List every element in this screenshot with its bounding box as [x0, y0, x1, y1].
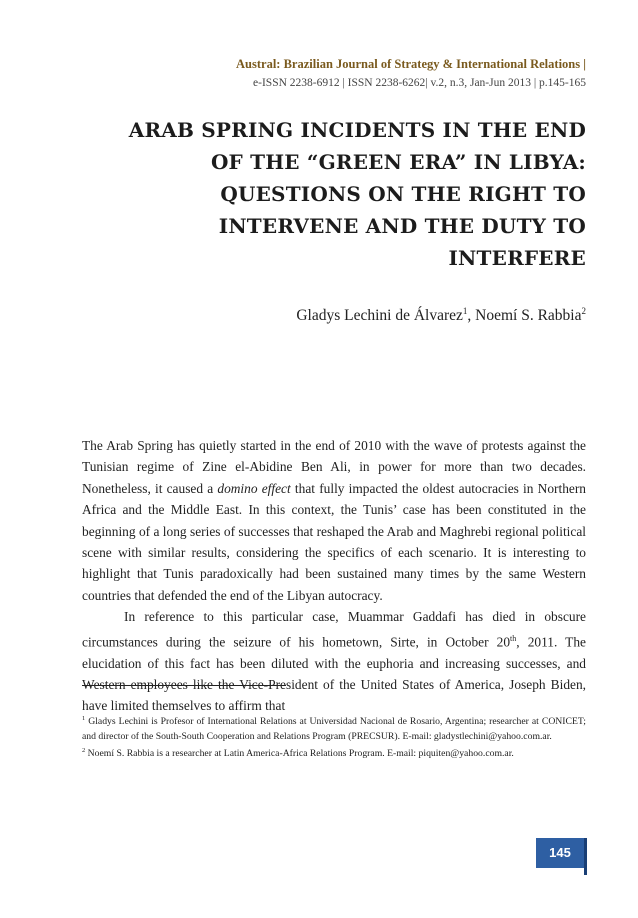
emphasis: domino effect — [217, 480, 291, 496]
paragraph — [82, 435, 586, 606]
issn-line: e-ISSN 2238-6912 | ISSN 2238-6262| v.2, n.3, Jan-Jun 2013 | p.145-165 — [253, 77, 586, 89]
text-run: that fully impacted the oldest autocracies in Northern Africa and the Middle East. In this context, the Tunis’ case has been constituted in the beginning of a long series of successes that reshaped the Arab and Maghrebi regional political scene with similar results, considering the specifics of each scenario. It is interesting to highlight that Tunis paradoxically had been sustained many times by the same Western countries that defended the end of the Libyan autocracy. — [82, 480, 587, 603]
title-line: ARAB SPRING INCIDENTS IN THE END — [128, 118, 586, 142]
text-run: , 2011. The elucidation of this fact has been diluted with the euphoria and increasing successes, and Western employees like the Vice-President of the United States of America, Joseph Biden, have limited themselves to affirm that — [82, 634, 586, 714]
footnote-number: 2 — [82, 747, 86, 755]
footnote-text: Gladys Lechini is Profesor of International Relations at Universidad Nacional de Rosario, Argentina; researcher at CONICET; and director of the South-South Cooperation and Relations Program (PRECSUR). E-mail: gladystlechini@yahoo.com.ar. — [82, 716, 586, 742]
footnote-separator — [82, 685, 286, 686]
footnote-mark: 1 — [462, 306, 468, 316]
page-number: 145 — [536, 838, 584, 868]
paragraph — [82, 606, 586, 717]
footnotes — [82, 712, 586, 762]
title-line: OF THE “GREEN ERA” IN LIBYA: — [210, 150, 586, 174]
author-name: Noemí S. Rabbia — [475, 307, 582, 325]
footnote — [82, 744, 586, 762]
text-run: The Arab Spring has quietly started in the end of 2010 with the wave of protests against the Tunisian regime of Zine el-Abidine Ben Ali, in power for more than two decades. Nonetheless, it caused a — [82, 438, 586, 496]
journal-header — [236, 56, 586, 92]
footnote-mark: 2 — [581, 306, 586, 316]
text-run: In reference to this particular case, Muammar Gaddafi has died in obscure circumstances during the seizure of his hometown, Sirte, in October 20 — [82, 609, 586, 650]
author-separator: , — [467, 307, 476, 325]
body-text — [82, 435, 586, 717]
author-line — [296, 306, 586, 325]
page-number-accent — [584, 838, 587, 875]
title-line: QUESTIONS ON THE RIGHT TO — [220, 182, 586, 206]
title-line: INTERFERE — [448, 246, 586, 270]
journal-name: Austral: Brazilian Journal of Strategy & International Relations | — [236, 57, 586, 71]
article-title — [86, 114, 586, 274]
title-line: INTERVENE AND THE DUTY TO — [218, 214, 586, 238]
author-name: Gladys Lechini de Álvarez — [296, 307, 463, 325]
footnote — [82, 712, 586, 744]
footnote-text: Noemí S. Rabbia is a researcher at Latin America-Africa Relations Program. E-mail: piquiten@yahoo.com.ar. — [85, 748, 514, 760]
footnote-number: 1 — [82, 715, 86, 722]
ordinal-suffix: th — [510, 633, 517, 643]
